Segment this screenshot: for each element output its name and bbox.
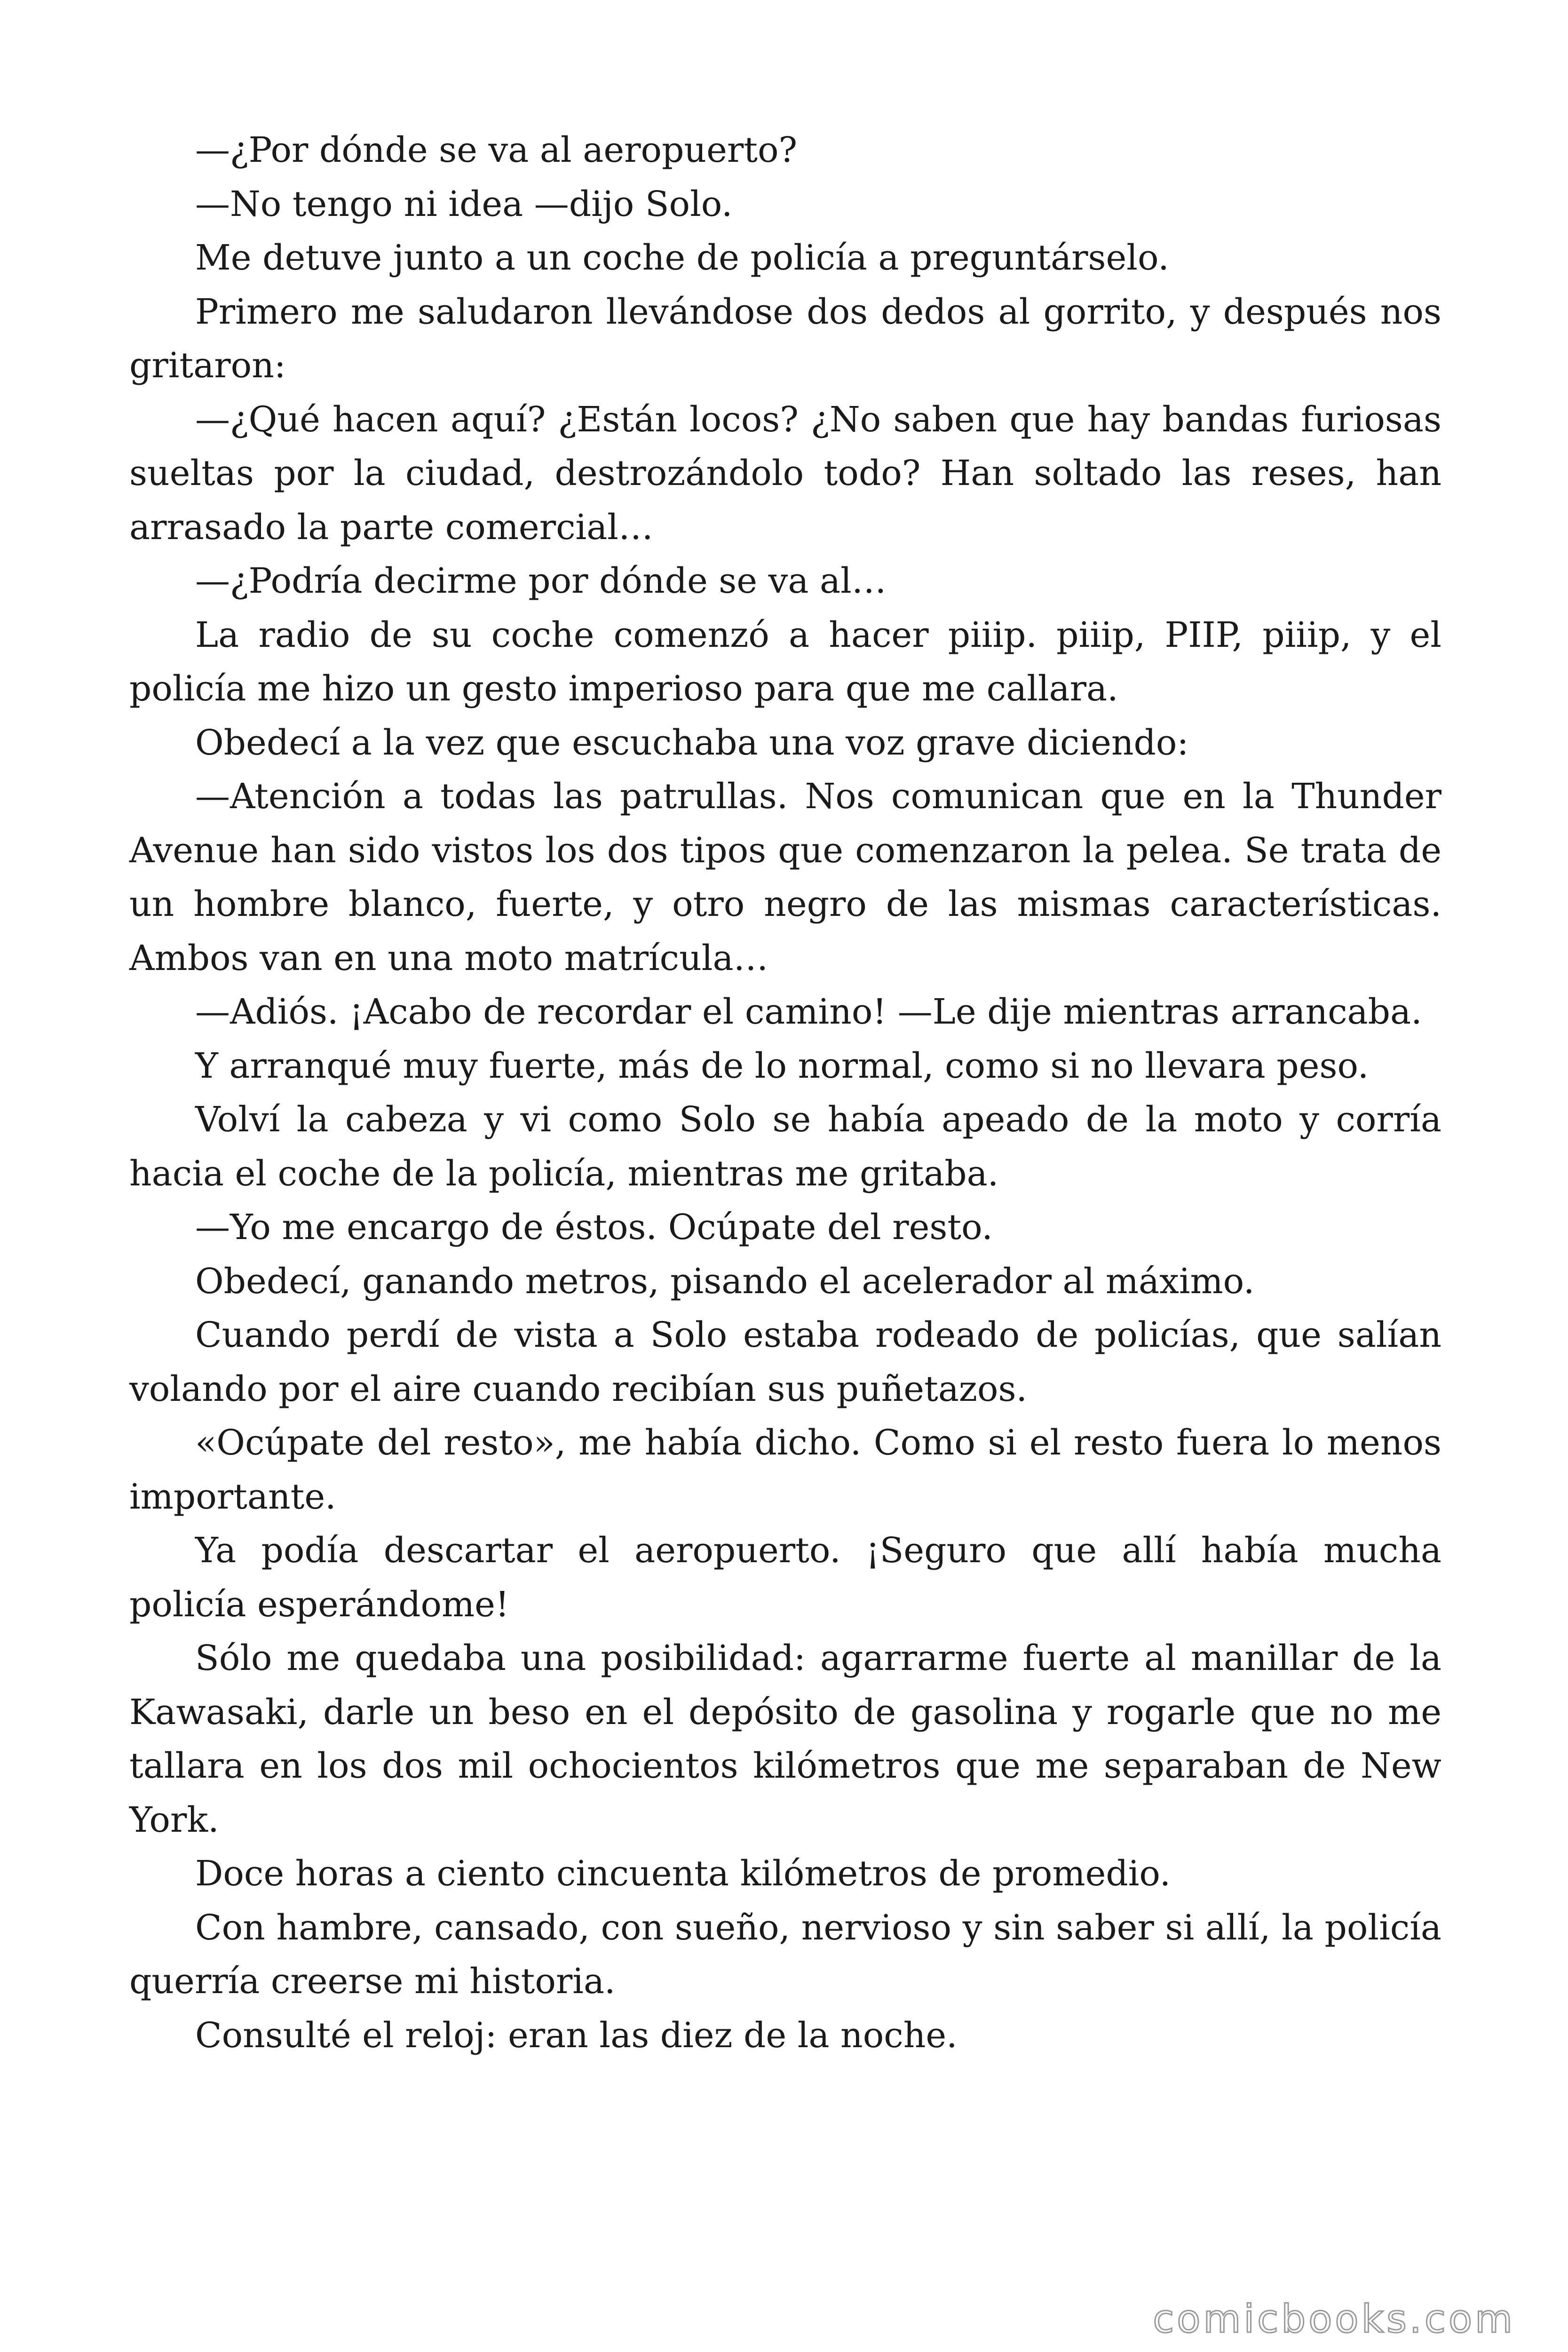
paragraph: Volví la cabeza y vi como Solo se había apeado de la moto y corría hacia el coche de la policía, mientras me gritaba. <box>129 1099 1441 1194</box>
paragraph: —Atención a todas las patrullas. Nos comunican que en la Thunder Avenue han sido vistos los dos tipos que comenzaron la pelea. Se trata de un hombre blanco, fuerte, y otro negro de las mismas características. Ambos van en una moto matrícula… <box>129 776 1441 978</box>
paragraph: Y arranqué muy fuerte, más de lo normal, como si no llevara peso. <box>195 1045 1369 1086</box>
paragraph: Obedecí, ganando metros, pisando el acelerador al máximo. <box>195 1261 1255 1302</box>
paragraph: Sólo me quedaba una posibilidad: agarrarme fuerte al manillar de la Kawasaki, darle un beso en el depósito de gasolina y rogarle que no me tallara en los dos mil ochocientos kilómetros que me separaban de New York. <box>129 1638 1441 1840</box>
paragraph: —No tengo ni idea —dijo Solo. <box>195 183 733 224</box>
paragraph: —¿Podría decirme por dónde se va al… <box>195 561 887 601</box>
paragraph: Me detuve junto a un coche de policía a preguntárselo. <box>195 238 1169 278</box>
paragraph: Obedecí a la vez que escuchaba una voz grave diciendo: <box>195 722 1189 763</box>
paragraph: Con hambre, cansado, con sueño, nervioso y sin saber si allí, la policía querría creerse mi historia. <box>129 1907 1441 2002</box>
paragraph: —Adiós. ¡Acabo de recordar el camino! —Le dije mientras arrancaba. <box>195 992 1422 1032</box>
paragraph: Primero me saludaron llevándose dos dedos al gorrito, y después nos gritaron: <box>129 291 1441 386</box>
paragraph: La radio de su coche comenzó a hacer piiip. piiip, PIIP, piiip, y el policía me hizo un gesto imperioso para que me callara. <box>129 614 1441 709</box>
paragraph: —Yo me encargo de éstos. Ocúpate del resto. <box>195 1207 993 1248</box>
page-body <box>129 123 1441 2062</box>
paragraph: Cuando perdí de vista a Solo estaba rodeado de policías, que salían volando por el aire cuando recibían sus puñetazos. <box>129 1315 1441 1409</box>
paragraph: «Ocúpate del resto», me había dicho. Como si el resto fuera lo menos importante. <box>129 1422 1441 1517</box>
watermark: comicbooks.com <box>1153 2297 1515 2342</box>
paragraph: Ya podía descartar el aeropuerto. ¡Seguro que allí había mucha policía esperándome! <box>129 1530 1441 1625</box>
paragraph: —¿Qué hacen aquí? ¿Están locos? ¿No saben que hay bandas furiosas sueltas por la ciudad, destrozándolo todo? Han soltado las reses, han arrasado la parte comercial… <box>129 399 1441 548</box>
paragraph: —¿Por dónde se va al aeropuerto? <box>195 130 798 170</box>
paragraph: Consulté el reloj: eran las diez de la noche. <box>195 2015 958 2056</box>
paragraph: Doce horas a ciento cincuenta kilómetros de promedio. <box>195 1853 1171 1894</box>
